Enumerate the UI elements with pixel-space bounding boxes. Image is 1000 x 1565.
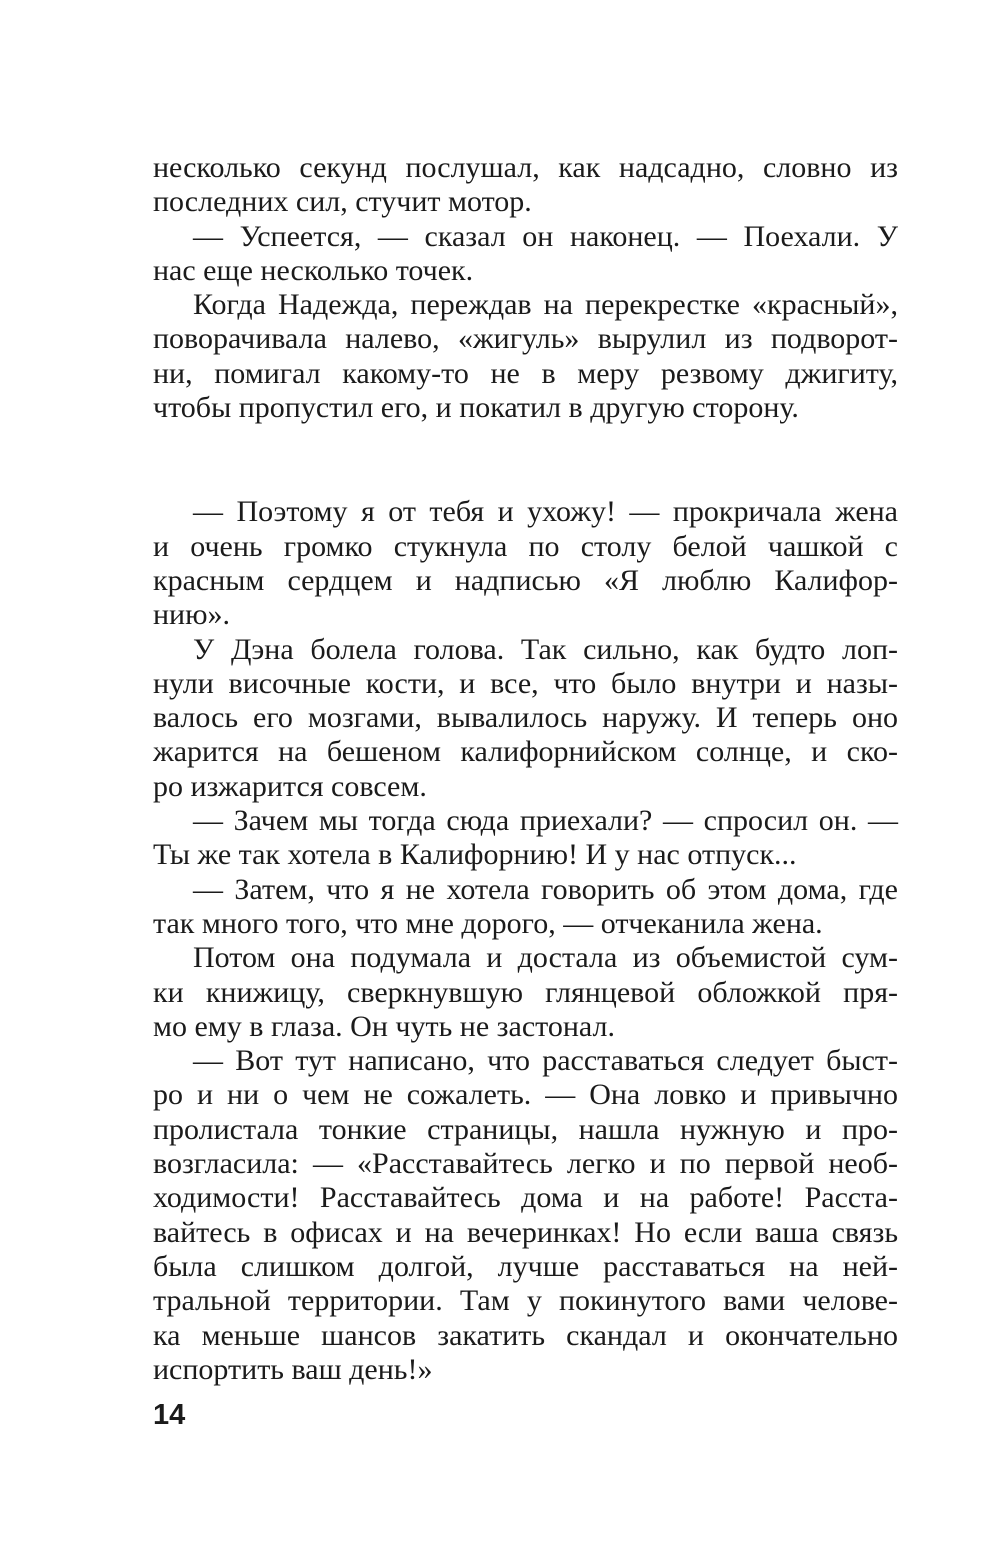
text-line: нас еще несколько точек. — [153, 253, 474, 287]
text-line: чтобы пропустил его, и покатил в другую сторону. — [153, 391, 799, 425]
paragraph — [153, 495, 898, 632]
text-line: нули височные кости, и все, что было внутри и назы- — [153, 666, 898, 700]
text-line: ка меньше шансов закатить скандал и окончательно — [153, 1318, 898, 1352]
text-line: красным сердцем и надписью «Я люблю Калифор- — [153, 563, 898, 597]
text-line: пролистала тонкие страницы, нашла нужную и про- — [153, 1112, 898, 1146]
text-line: возгласила: — «Расставайтесь легко и по первой необ- — [153, 1147, 898, 1181]
text-line: — Успеется, — сказал он наконец. — Поехали. У — [193, 219, 898, 253]
text-line: У Дэна болела голова. Так сильно, как будто лоп- — [193, 632, 898, 666]
text-line: ходимости! Расставайтесь дома и на работе! Расста- — [153, 1181, 898, 1215]
text-line: так много того, что мне дорого, — отчеканила жена. — [153, 906, 823, 940]
text-line: Когда Надежда, переждав на перекрестке «красный», — [193, 288, 898, 322]
text-line: Потом она подумала и достала из объемистой сум- — [193, 941, 898, 975]
paragraph — [153, 873, 898, 942]
text-line: поворачивала налево, «жигуль» вырулил из подворот- — [153, 322, 898, 356]
section — [153, 495, 898, 1387]
page-text — [153, 151, 898, 1387]
text-line: и очень громко стукнула по столу белой чашкой с — [153, 529, 898, 563]
text-line: валось его мозгами, вывалилось наружу. И теперь оно — [153, 701, 898, 735]
paragraph — [153, 633, 898, 804]
text-line: несколько секунд послушал, как надсадно, словно из — [153, 151, 898, 184]
paragraph — [153, 288, 898, 425]
text-line: — Вот тут написано, что расставаться следует быст- — [193, 1044, 898, 1078]
text-line: ки книжицу, сверкнувшую глянцевой обложкой пря- — [153, 975, 898, 1009]
text-line: — Поэтому я от тебя и ухожу! — прокричала жена — [193, 495, 898, 529]
paragraph — [153, 151, 898, 220]
text-line: последних сил, стучит мотор. — [153, 185, 532, 219]
text-line: тральной территории. Там у покинутого вами челове- — [153, 1284, 898, 1318]
text-line: Ты же так хотела в Калифорнию! И у нас отпуск... — [153, 838, 797, 872]
text-line: — Зачем мы тогда сюда приехали? — спросил он. — — [193, 804, 898, 838]
text-line: — Затем, что я не хотела говорить об этом дома, где — [193, 872, 898, 906]
paragraph — [153, 1044, 898, 1387]
paragraph — [153, 804, 898, 873]
text-line: испортить ваш день!» — [153, 1352, 433, 1386]
paragraph — [153, 941, 898, 1044]
section — [153, 151, 898, 425]
text-line: вайтесь в офисах и на вечеринках! Но если ваша связь — [153, 1215, 898, 1249]
text-line: ро изжарится совсем. — [153, 769, 427, 803]
text-line: ро и ни о чем не сожалеть. — Она ловко и привычно — [153, 1078, 898, 1112]
text-line: мо ему в глаза. Он чуть не застонал. — [153, 1009, 615, 1043]
text-line: жарится на бешеном калифорнийском солнце, и ско- — [153, 735, 898, 769]
text-line: ни, помигал какому-то не в меру резвому джигиту, — [153, 356, 898, 390]
page-number: 14 — [153, 1399, 186, 1431]
paragraph — [153, 220, 898, 289]
text-line: была слишком долгой, лучше расставаться на ней- — [153, 1249, 898, 1283]
text-line: нию». — [153, 598, 231, 632]
